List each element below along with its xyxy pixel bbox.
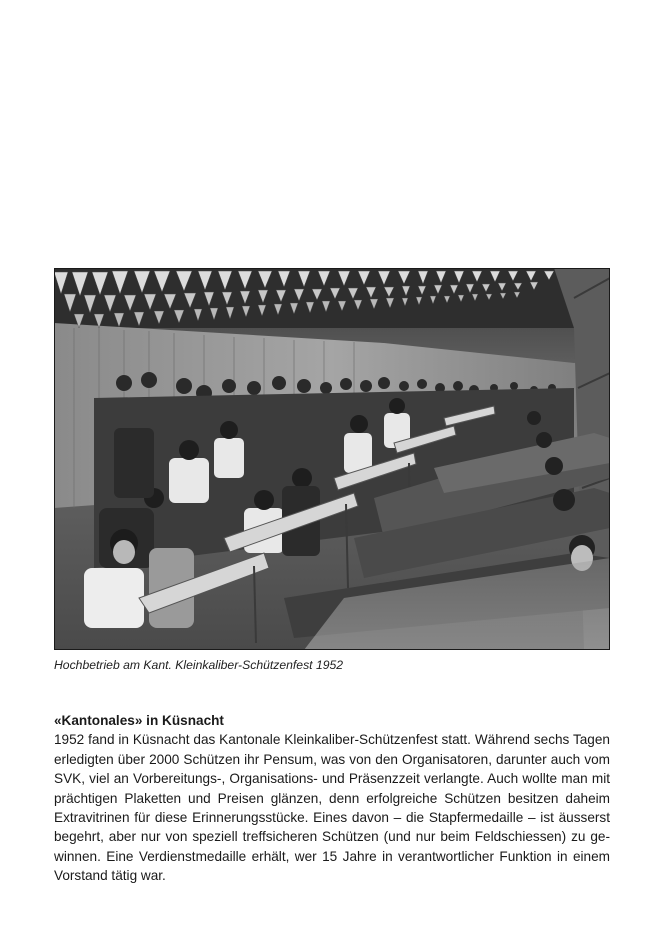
article-line: Extravitrinen für diese Erinnerungsstücke. Eines davon – die Stapfermedaille – ist äusserst — [54, 810, 610, 826]
article — [54, 711, 610, 886]
article-line: winnen. Eine Verdienstmedaille erhält, wer 15 Jahre in verantwortlicher Funktion in einem — [54, 848, 610, 864]
article-line: prächtigen Plaketten und Preisen glänzen, denn erfolgreiche Schützen besitzen daheim — [54, 790, 610, 806]
article-title: «Kantonales» in Küsnacht — [54, 713, 224, 728]
article-line: SVK, viel an Vorbereitungs-, Organisations- und Präsenzzeit verlangte. Auch wollte man mit — [54, 771, 610, 787]
article-body — [54, 730, 610, 885]
article-line: erledigten über 2000 Schützen ihr Pensum, was von den Organisatoren, darunter auch vom — [54, 751, 610, 767]
historic-photo — [54, 268, 610, 650]
article-line: Vorstand tätig war. — [54, 868, 166, 884]
photo-caption: Hochbetrieb am Kant. Kleinkaliber-Schützenfest 1952 — [54, 658, 344, 672]
article-line: begehrt, aber nur von speziell treffsicheren Schützen (und nur beim Feldschiessen) zu ge- — [54, 829, 610, 845]
shooting-hall-photo-icon — [54, 268, 610, 650]
article-line: 1952 fand in Küsnacht das Kantonale Kleinkaliber-Schützenfest statt. Während sechs Tagen — [54, 732, 610, 748]
